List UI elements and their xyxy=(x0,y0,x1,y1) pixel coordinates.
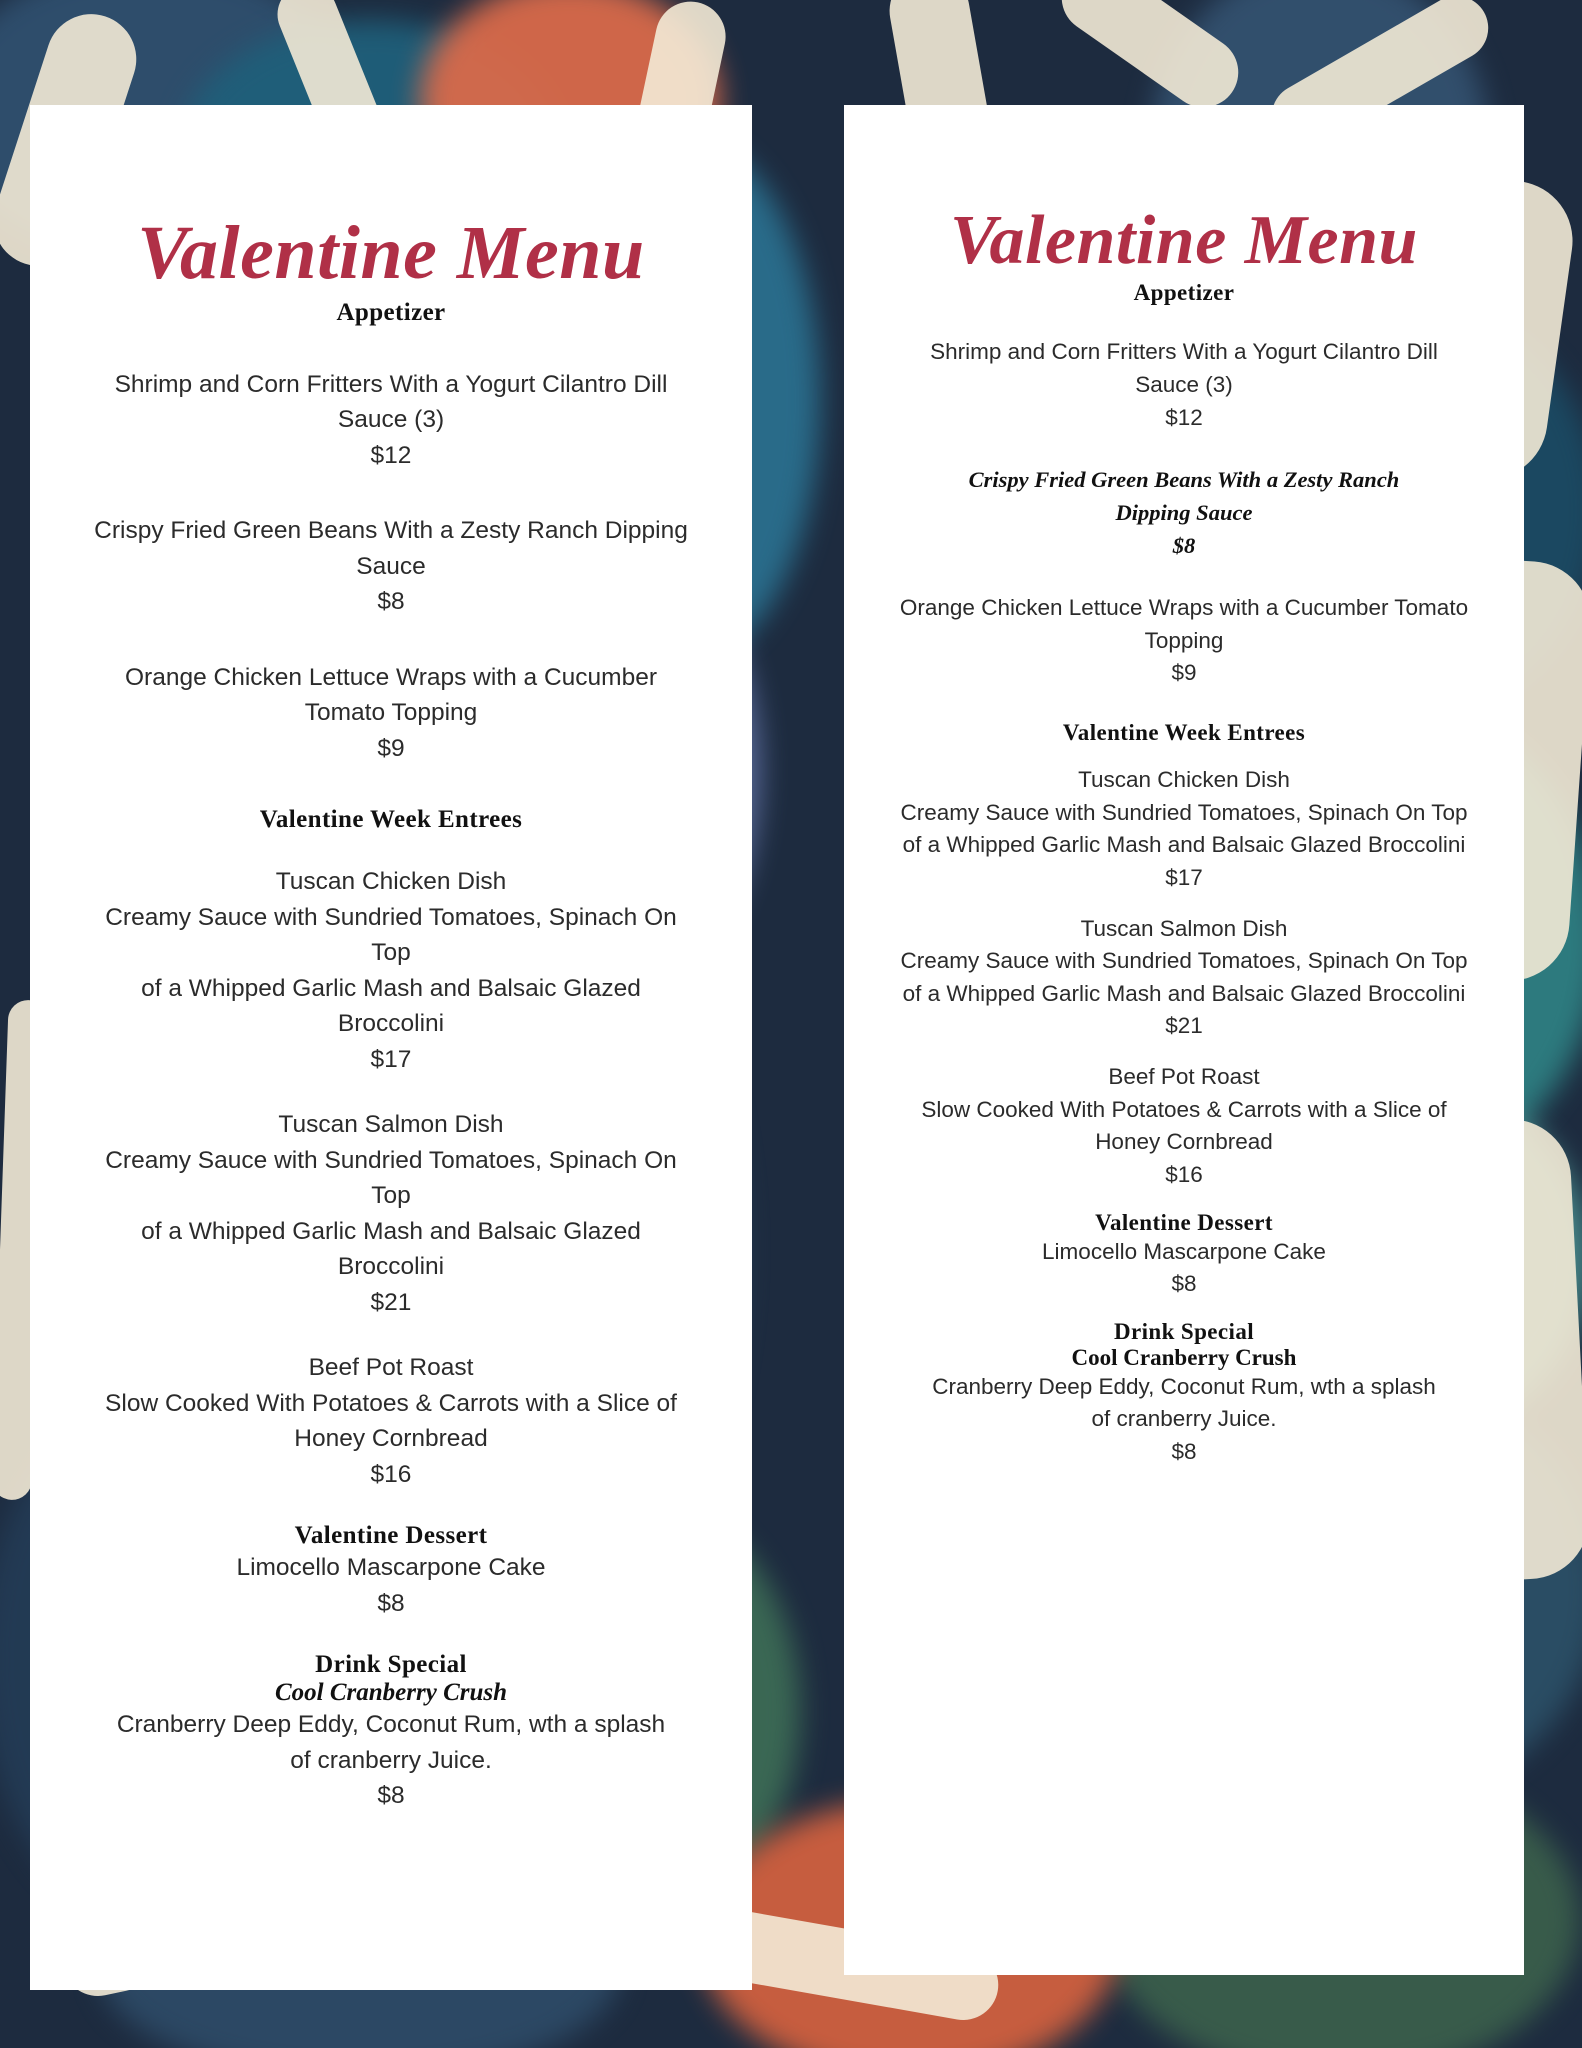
item-name-line1: Crispy Fried Green Beans With a Zesty Ranch xyxy=(968,467,1400,493)
menu-item xyxy=(882,1371,1486,1469)
appetizer-heading: Appetizer xyxy=(336,298,446,326)
item-desc-line2: of a Whipped Garlic Mash and Balsaic Glazed Broccolini xyxy=(141,974,641,1038)
item-name-line1: Shrimp and Corn Fritters With a Yogurt Cilantro Dill xyxy=(114,370,668,398)
menu-card-right xyxy=(844,105,1524,1975)
item-name-line2: Tomato Topping xyxy=(304,699,478,727)
item-name-line2: Topping xyxy=(1144,627,1224,653)
dessert-heading: Valentine Dessert xyxy=(1095,1209,1273,1235)
item-desc-line2: of cranberry Juice. xyxy=(1091,1406,1277,1432)
menu-title-line2: Menu xyxy=(1244,202,1418,279)
menu-item xyxy=(85,1550,697,1621)
menu-item xyxy=(85,660,697,767)
menu-item xyxy=(85,1107,697,1320)
menu-item xyxy=(85,1707,697,1814)
dessert-heading: Valentine Dessert xyxy=(294,1522,488,1550)
menu-title-line1: Valentine xyxy=(137,211,438,295)
item-name-line2: Sauce xyxy=(356,552,426,580)
menu-item xyxy=(85,1350,697,1492)
appetizer-heading: Appetizer xyxy=(1133,280,1235,306)
item-name-line2: Dipping Sauce xyxy=(1115,499,1253,525)
item-price: $8 xyxy=(377,1782,405,1810)
item-price: $9 xyxy=(1171,660,1197,686)
item-name: Tuscan Chicken Dish xyxy=(275,868,507,896)
item-price: $8 xyxy=(377,588,405,616)
item-desc-line1: Cranberry Deep Eddy, Coconut Rum, wth a splash xyxy=(116,1711,666,1739)
entrees-heading: Valentine Week Entrees xyxy=(259,806,523,834)
item-price: $16 xyxy=(1165,1161,1203,1187)
menu-item xyxy=(85,367,697,474)
item-name: Limocello Mascarpone Cake xyxy=(236,1554,546,1582)
item-price: $8 xyxy=(1172,532,1196,558)
menu-item xyxy=(85,864,697,1077)
drink-name: Cool Cranberry Crush xyxy=(274,1679,508,1707)
item-price: $17 xyxy=(1165,864,1203,890)
drink-heading: Drink Special xyxy=(315,1651,467,1679)
drink-heading: Drink Special xyxy=(1113,1318,1255,1344)
item-desc-line2: of a Whipped Garlic Mash and Balsaic Glazed Broccolini xyxy=(902,980,1466,1006)
drink-name: Cool Cranberry Crush xyxy=(1071,1344,1297,1370)
item-price: $21 xyxy=(1165,1013,1203,1039)
item-desc-line1: Creamy Sauce with Sundried Tomatoes, Spinach On Top xyxy=(105,903,677,967)
item-name-line1: Shrimp and Corn Fritters With a Yogurt Cilantro Dill xyxy=(930,339,1438,365)
item-name-line2: Sauce (3) xyxy=(1135,372,1233,398)
item-name: Tuscan Salmon Dish xyxy=(1080,915,1288,941)
menu-item xyxy=(882,1236,1486,1301)
menu-title-line1: Valentine xyxy=(950,202,1227,279)
item-desc-line2: of a Whipped Garlic Mash and Balsaic Glazed Broccolini xyxy=(902,832,1466,858)
menu-item xyxy=(882,913,1486,1044)
item-name: Tuscan Chicken Dish xyxy=(1078,767,1290,793)
item-name-line1: Orange Chicken Lettuce Wraps with a Cucumber xyxy=(125,663,657,691)
item-name: Beef Pot Roast xyxy=(308,1354,474,1382)
item-name-line2: Sauce (3) xyxy=(337,406,445,434)
menu-item xyxy=(882,336,1486,434)
item-name-line1: Orange Chicken Lettuce Wraps with a Cucumber Tomato xyxy=(899,595,1469,621)
item-name: Tuscan Salmon Dish xyxy=(278,1111,504,1139)
item-price: $9 xyxy=(377,734,405,762)
item-desc-line1: Creamy Sauce with Sundried Tomatoes, Spinach On Top xyxy=(900,948,1468,974)
item-price: $21 xyxy=(370,1288,412,1316)
item-desc-line2: Honey Cornbread xyxy=(294,1425,488,1453)
item-desc-line1: Cranberry Deep Eddy, Coconut Rum, wth a splash xyxy=(932,1373,1436,1399)
item-name-line1: Crispy Fried Green Beans With a Zesty Ranch Dipping xyxy=(94,517,688,545)
item-name: Beef Pot Roast xyxy=(1108,1064,1260,1090)
item-price: $8 xyxy=(1171,1271,1197,1297)
menu-card-left xyxy=(30,105,752,1990)
menu-title-left xyxy=(85,211,697,295)
item-price: $17 xyxy=(370,1045,412,1073)
item-desc-line1: Slow Cooked With Potatoes & Carrots with a Slice of xyxy=(921,1096,1447,1122)
item-desc-line1: Creamy Sauce with Sundried Tomatoes, Spinach On Top xyxy=(900,799,1468,825)
item-desc-line2: Honey Cornbread xyxy=(1095,1129,1273,1155)
item-price: $12 xyxy=(370,441,412,469)
item-price: $12 xyxy=(1165,404,1203,430)
menu-item xyxy=(882,464,1486,562)
menu-item xyxy=(85,513,697,620)
item-desc-line2: of a Whipped Garlic Mash and Balsaic Glazed Broccolini xyxy=(141,1217,641,1281)
item-price: $8 xyxy=(377,1589,405,1617)
menu-item xyxy=(882,592,1486,690)
menu-item xyxy=(882,1061,1486,1192)
entrees-heading: Valentine Week Entrees xyxy=(1062,720,1306,746)
item-desc-line1: Slow Cooked With Potatoes & Carrots with a Slice of xyxy=(105,1389,677,1417)
menu-item xyxy=(882,764,1486,895)
item-name: Limocello Mascarpone Cake xyxy=(1042,1238,1326,1264)
menu-title-line2: Menu xyxy=(456,211,645,295)
item-price: $16 xyxy=(370,1460,412,1488)
menu-title-right xyxy=(882,202,1486,279)
item-price: $8 xyxy=(1171,1439,1197,1465)
item-desc-line1: Creamy Sauce with Sundried Tomatoes, Spinach On Top xyxy=(105,1146,677,1210)
item-desc-line2: of cranberry Juice. xyxy=(290,1746,492,1774)
